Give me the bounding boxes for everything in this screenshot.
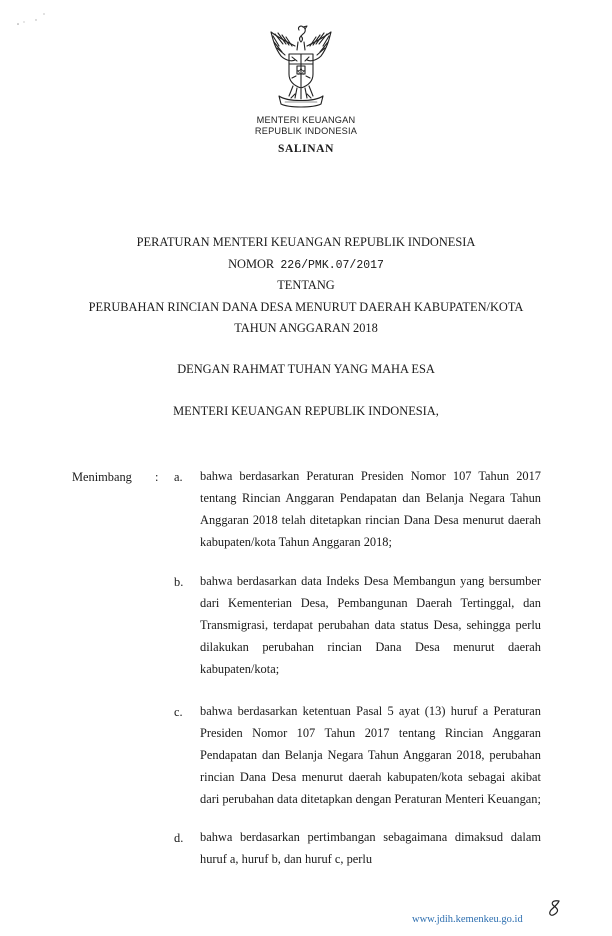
page-mark (544, 898, 566, 920)
regulation-number (40, 257, 572, 272)
about-label: TENTANG (277, 278, 335, 292)
considering-item-letter: c. (174, 705, 183, 719)
number-value: 226/PMK.07/2017 (280, 259, 384, 272)
considering-item-text: bahwa berdasarkan pertimbangan sebagaimana dimaksud dalam huruf a, huruf b, dan huruf c, perlu (200, 830, 541, 866)
considering-colon: : (155, 470, 159, 484)
copy-stamp: SALINAN (278, 143, 334, 155)
considering-item-letter: a. (174, 470, 183, 484)
considering-item-letter: d. (174, 831, 184, 845)
fiscal-year: TAHUN ANGGARAN 2018 (234, 321, 378, 335)
considering-item-letter: b. (174, 575, 184, 589)
garuda-emblem-icon (261, 24, 341, 108)
considering-label: Menimbang (72, 470, 132, 484)
considering-item-text: bahwa berdasarkan Peraturan Presiden Nomor 107 Tahun 2017 tentang Rincian Anggaran Pendapatan dan Belanja Negara Tahun Anggaran 2018 telah ditetapkan rincian Dana Desa menurut daerah kabupaten/kota Tahun Anggaran 2018; (200, 469, 541, 549)
ministry-name-line1: MENTERI KEUANGAN (256, 115, 356, 125)
authority-line: MENTERI KEUANGAN REPUBLIK INDONESIA, (173, 404, 439, 418)
considering-item-text: bahwa berdasarkan data Indeks Desa Membangun yang bersumber dari Kementerian Desa, Pembangunan Daerah Tertinggal, dan Transmigrasi, terdapat perubahan data status Desa, sehingga perlu dilakukan perubahan rincian Dana Desa menurut daerah kabupaten/kota; (200, 574, 541, 676)
considering-item-text: bahwa berdasarkan ketentuan Pasal 5 ayat (13) huruf a Peraturan Presiden Nomor 107 Tahun 2017 tentang Rincian Anggaran Pendapatan dan Belanja Negara Tahun Anggaran 2018, perubahan rincian Dana Desa menurut daerah kabupaten/kota sebagai akibat dari perubahan data ditetapkan dengan Peraturan Menteri Keuangan; (200, 704, 541, 806)
blessing-line: DENGAN RAHMAT TUHAN YANG MAHA ESA (177, 362, 435, 376)
number-label: NOMOR (228, 257, 275, 271)
regulation-title: PERATURAN MENTERI KEUANGAN REPUBLIK INDONESIA (136, 235, 476, 249)
source-url: www.jdih.kemenkeu.go.id (412, 914, 523, 925)
ministry-name-line2: REPUBLIK INDONESIA (254, 126, 358, 136)
regulation-subject: PERUBAHAN RINCIAN DANA DESA MENURUT DAERAH KABUPATEN/KOTA (88, 300, 524, 314)
scan-artifact (14, 10, 54, 30)
